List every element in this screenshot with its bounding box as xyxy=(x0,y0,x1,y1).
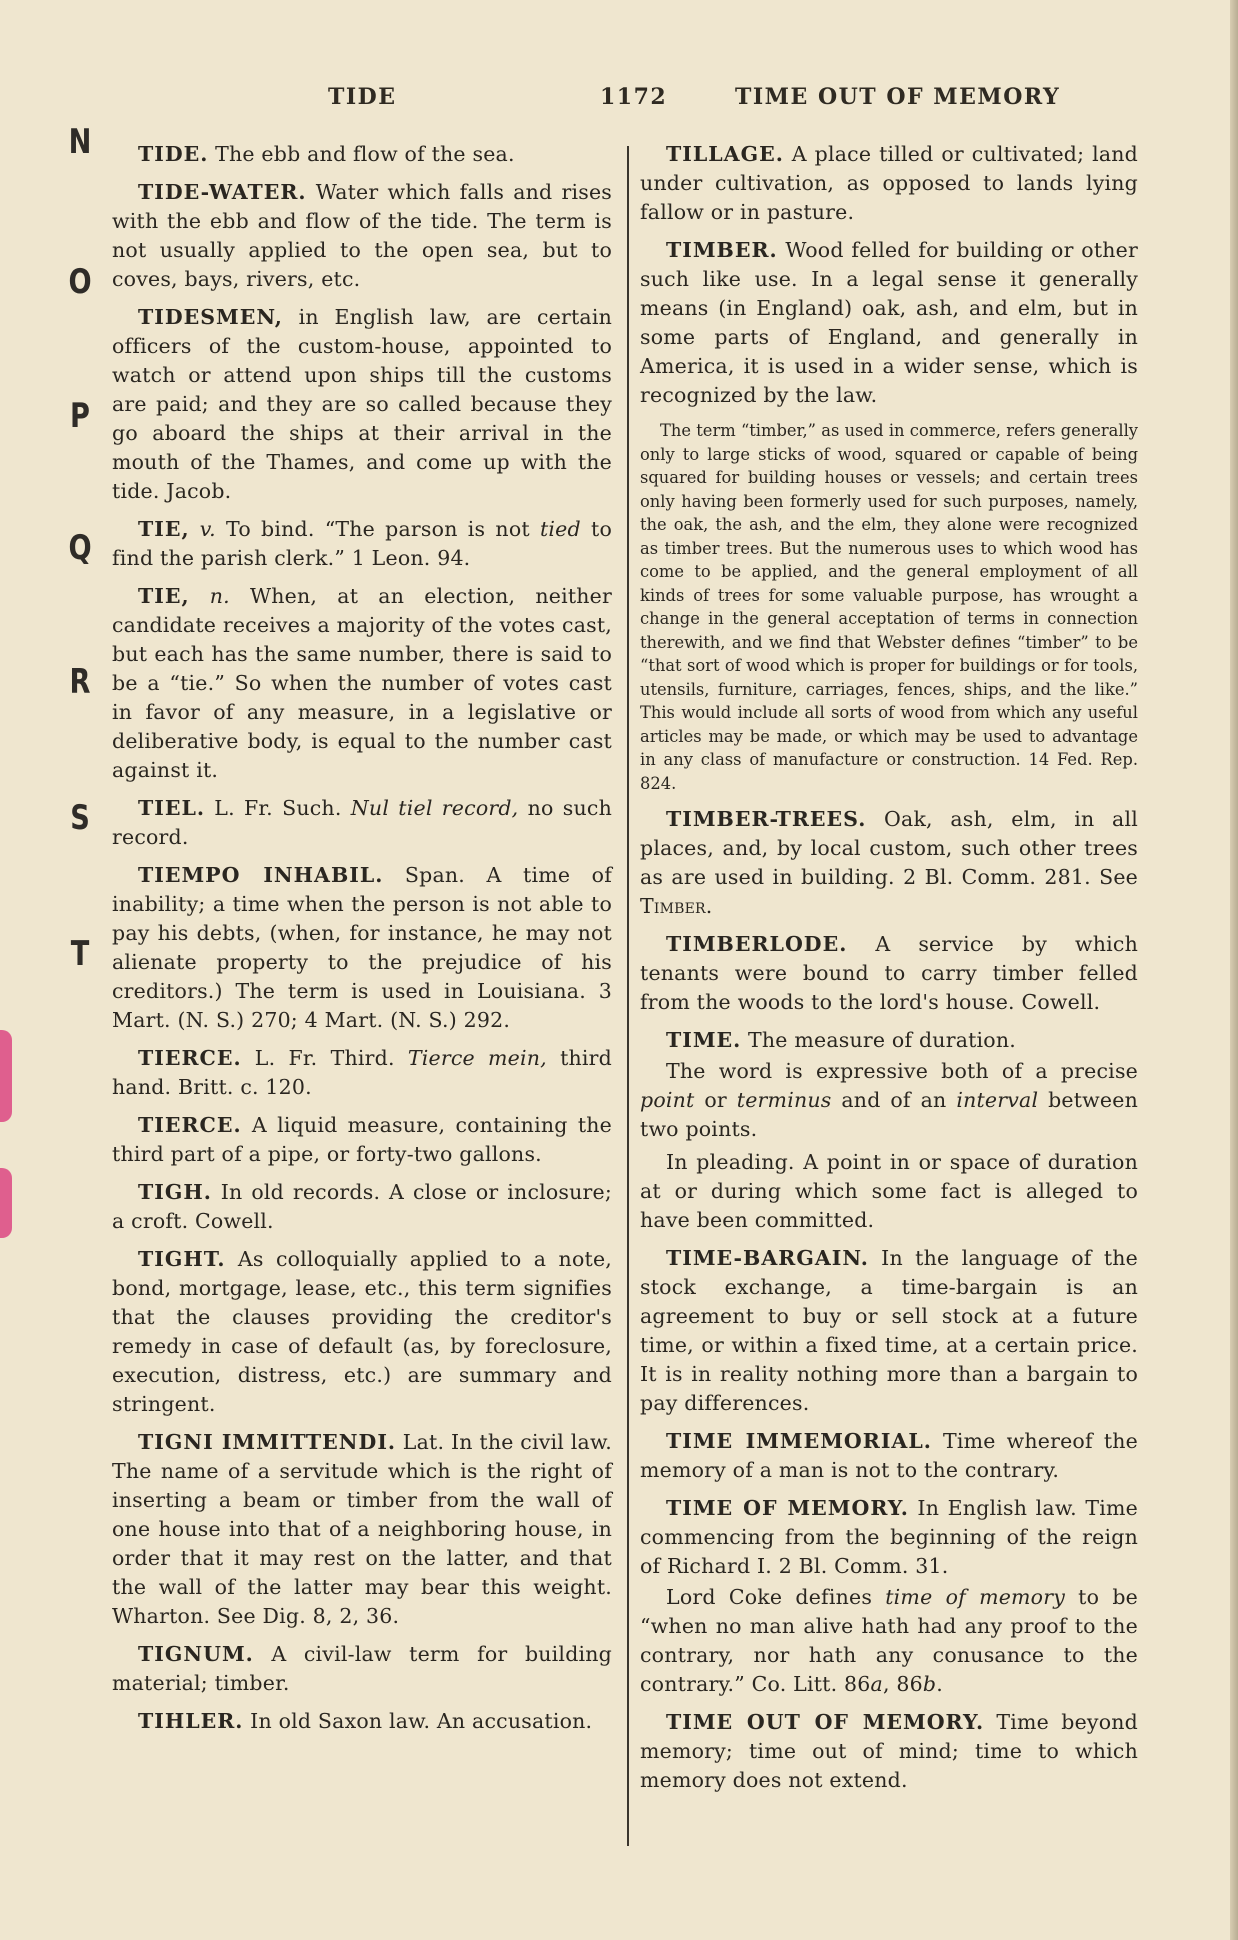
headword: TIE, xyxy=(138,584,190,608)
dictionary-entry-tihler xyxy=(112,1707,612,1736)
definition: In old records. A close or inclosure; a croft. Cowell. xyxy=(112,1180,612,1233)
italic-term: point xyxy=(640,1088,695,1112)
time-paragraph-2 xyxy=(640,1057,1138,1144)
headword: TIEL. xyxy=(138,796,206,820)
page-number: 1172 xyxy=(600,84,668,110)
text-run: between two points. xyxy=(640,1088,1138,1141)
definition: Time whereof the memory of a man is not to the contrary. xyxy=(640,1429,1138,1482)
dictionary-entry-timber-trees xyxy=(640,805,1138,921)
dictionary-entry-time-of-memory xyxy=(640,1494,1138,1581)
dictionary-entry-tidesmen xyxy=(112,303,612,506)
headword: TIME OF MEMORY. xyxy=(666,1496,909,1520)
thumb-letter-p[interactable]: P xyxy=(70,396,90,436)
right-column xyxy=(640,140,1138,1804)
coke-paragraph xyxy=(640,1583,1138,1699)
italic-term: terminus xyxy=(736,1088,832,1112)
headword: TIME IMMEMORIAL. xyxy=(666,1429,932,1453)
thumb-letter-r[interactable]: R xyxy=(69,662,91,702)
definition: in English law, are certain officers of the custom-house, appointed to watch or attend upon ships till the customs are paid; and they are so called because they go aboard the ships at their arrival in the mouth of the Thames, and come up with the tide. Jacob. xyxy=(112,305,612,503)
timber-note: The term “timber,” as used in commerce, refers generally only to large sticks of wood, squared or capable of being squared for building houses or vessels; and certain trees only having been formerly used for such purposes, namely, the oak, the ash, and the elm, they alone were recognized as timber trees. But the numerous uses to which wood has come to be applied, and the general employment of all kinds of trees for some valuable purpose, has wrought a change in the general acceptation of terms in connection therewith, and we find that Webster defines “timber” to be “that sort of wood which is proper for buildings or for tools, utensils, furniture, carriages, fences, ships, and the like.” This would include all sorts of wood from which any useful articles may be made, or which may be used to advantage in any class of manufacture or construction. 14 Fed. Rep. 824. xyxy=(640,421,1138,793)
text-run: The word is expressive both of a precise xyxy=(666,1059,1138,1083)
italic-term: b xyxy=(922,1672,937,1696)
dictionary-entry-tie-verb xyxy=(112,515,612,573)
italic-term: Tierce mein, xyxy=(407,1046,547,1070)
headword: TIGNI IMMITTENDI. xyxy=(138,1430,397,1454)
cross-reference: Timber. xyxy=(640,894,713,918)
time-paragraph-3: In pleading. A point in or space of duration at or during which some fact is alleged to have been committed. xyxy=(640,1150,1138,1232)
text-run: , 86 xyxy=(882,1672,923,1696)
text-run: or xyxy=(694,1088,737,1112)
tab-stain-mark xyxy=(0,1168,12,1238)
text-run: Lord Coke defines xyxy=(666,1585,886,1609)
header-left-guide-word: TIDE xyxy=(328,84,397,110)
dictionary-entry-tide xyxy=(112,140,612,169)
headword: TIHLER. xyxy=(138,1709,244,1733)
definition: Span. A time of inability; a time when the person is not able to pay his debts, (when, for instance, he may not alienate property to the prejudice of his creditors.) The term is used in Louisiana. 3 Mart. (N. S.) 270; 4 Mart. (N. S.) 292. xyxy=(112,863,612,1032)
thumb-letter-q[interactable]: Q xyxy=(68,528,92,568)
definition: When, at an election, neither candidate receives a majority of the votes cast, but each has the same number, there is said to be a “tie.” So when the number of votes cast in favor of any measure, in a legislative or deliberative body, is equal to the number cast against it. xyxy=(112,584,612,782)
part-of-speech: v. xyxy=(189,517,216,541)
headword: TIE, xyxy=(138,517,190,541)
definition-cont: no such record. xyxy=(112,796,612,849)
italic-term: a xyxy=(870,1672,883,1696)
thumb-letter-o[interactable]: O xyxy=(68,262,92,302)
definition: L. Fr. Such. xyxy=(205,796,351,820)
definition: A service by which tenants were bound to carry timber felled from the woods to the lord's house. Cowell. xyxy=(640,932,1138,1014)
headword: TIMBER. xyxy=(666,238,778,262)
part-of-speech: n. xyxy=(189,584,230,608)
text-run: to be “when no man alive hath had any proof to the contrary, nor hath any conusance to the contrary.” Co. Litt. 86 xyxy=(640,1585,1138,1696)
headword: TIGNUM. xyxy=(138,1642,254,1666)
definition: Wood felled for building or other such like use. In a legal sense it generally means (in England) oak, ash, and elm, but in some parts of England, and generally in America, it is used in a wider sense, which is recognized by the law. xyxy=(640,238,1138,407)
dictionary-entry-timberlode xyxy=(640,930,1138,1017)
headword: TIMBER-TREES. xyxy=(666,807,867,831)
definition: A liquid measure, containing the third part of a pipe, or forty-two gallons. xyxy=(112,1113,612,1166)
dictionary-entry-tillage xyxy=(640,140,1138,227)
dictionary-entry-tigh xyxy=(112,1178,612,1236)
tab-stain-mark xyxy=(0,1030,12,1122)
definition: Time beyond memory; time out of mind; time to which memory does not extend. xyxy=(640,1710,1138,1792)
headword: TIDE. xyxy=(138,142,209,166)
headword: TIME-BARGAIN. xyxy=(666,1246,869,1270)
definition: As colloquially applied to a note, bond, mortgage, lease, etc., this term signifies that the clauses providing the creditor's remedy in case of default (as, by foreclosure, execution, distress, etc.) are summary and stringent. xyxy=(112,1247,612,1416)
headword: TIMBERLODE. xyxy=(666,932,848,956)
definition: L. Fr. Third. xyxy=(241,1046,408,1070)
headword: TIERCE. xyxy=(138,1046,242,1070)
text-run: . xyxy=(936,1672,943,1696)
dictionary-entry-tie-noun xyxy=(112,582,612,785)
dictionary-entry-tiel xyxy=(112,794,612,852)
italic-term: time of memory xyxy=(885,1585,1066,1609)
left-column xyxy=(112,140,612,1745)
definition: The ebb and flow of the sea. xyxy=(208,142,515,166)
dictionary-entry-time-out-of-memory xyxy=(640,1708,1138,1795)
dictionary-entry-tiempo-inhabil xyxy=(112,861,612,1035)
dictionary-entry-time-immemorial xyxy=(640,1427,1138,1485)
definition: Water which falls and rises with the ebb and flow of the tide. The term is not usually applied to the open sea, but to coves, bays, rivers, etc. xyxy=(112,180,612,291)
definition: In English law. Time commencing from the beginning of the reign of Richard I. 2 Bl. Comm. 31. xyxy=(640,1496,1139,1578)
headword: TIME. xyxy=(666,1028,742,1052)
dictionary-entry-tight xyxy=(112,1245,612,1419)
dictionary-entry-time-bargain xyxy=(640,1244,1138,1418)
headword: TIEMPO INHABIL. xyxy=(138,863,384,887)
headword: TILLAGE. xyxy=(666,142,784,166)
dictionary-entry-tigni-immittendi xyxy=(112,1428,612,1631)
definition: In the language of the stock exchange, a time-bargain is an agreement to buy or sell stock at a future time, or within a fixed time, at a certain price. It is in reality nothing more than a bargain to pay differences. xyxy=(640,1246,1138,1415)
dictionary-entry-time xyxy=(640,1026,1138,1055)
definition: A place tilled or cultivated; land under cultivation, as opposed to lands lying fallow or in pasture. xyxy=(640,142,1138,224)
italic-term: tied xyxy=(539,517,581,541)
definition-cont: to find the parish clerk.” 1 Leon. 94. xyxy=(112,517,612,570)
headword: TIME OUT OF MEMORY. xyxy=(666,1710,985,1734)
running-header xyxy=(0,84,1238,114)
header-right-guide-word: TIME OUT OF MEMORY xyxy=(735,84,1061,110)
thumb-index xyxy=(60,0,100,1940)
definition-cont: third hand. Britt. c. 120. xyxy=(112,1046,612,1099)
definition: In old Saxon law. An accusation. xyxy=(243,1709,593,1733)
italic-term: interval xyxy=(956,1088,1039,1112)
dictionary-entry-tierce-measure xyxy=(112,1111,612,1169)
column-divider xyxy=(627,146,629,1846)
definition: The measure of duration. xyxy=(741,1028,1016,1052)
headword: TIDESMEN, xyxy=(138,305,283,329)
dictionary-entry-timber xyxy=(640,236,1138,410)
headword: TIGHT. xyxy=(138,1247,226,1271)
definition: Oak, ash, elm, in all places, and, by local custom, such other trees as are used in building. 2 Bl. Comm. 281. See xyxy=(640,807,1138,889)
dictionary-entry-tignum xyxy=(112,1640,612,1698)
headword: TIGH. xyxy=(138,1180,212,1204)
thumb-letter-s[interactable]: S xyxy=(70,798,90,838)
dictionary-entry-tide-water xyxy=(112,178,612,294)
text-run: and of an xyxy=(831,1088,957,1112)
page-edge xyxy=(1230,0,1238,1940)
dictionary-entry-tierce-third xyxy=(112,1044,612,1102)
definition: A civil-law term for building material; timber. xyxy=(112,1642,612,1695)
headword: TIERCE. xyxy=(138,1113,242,1137)
italic-term: Nul tiel record, xyxy=(350,796,519,820)
definition: Lat. In the civil law. The name of a servitude which is the right of inserting a beam or timber from the wall of one house into that of a neighboring house, in order that it may rest on the latter, and that the wall of the latter may bear this weight. Wharton. See Dig. 8, 2, 36. xyxy=(112,1430,612,1628)
headword: TIDE-WATER. xyxy=(138,180,307,204)
thumb-letter-n[interactable]: N xyxy=(68,122,92,162)
definition: To bind. “The parson is not xyxy=(215,517,540,541)
thumb-letter-t[interactable]: T xyxy=(70,934,90,974)
